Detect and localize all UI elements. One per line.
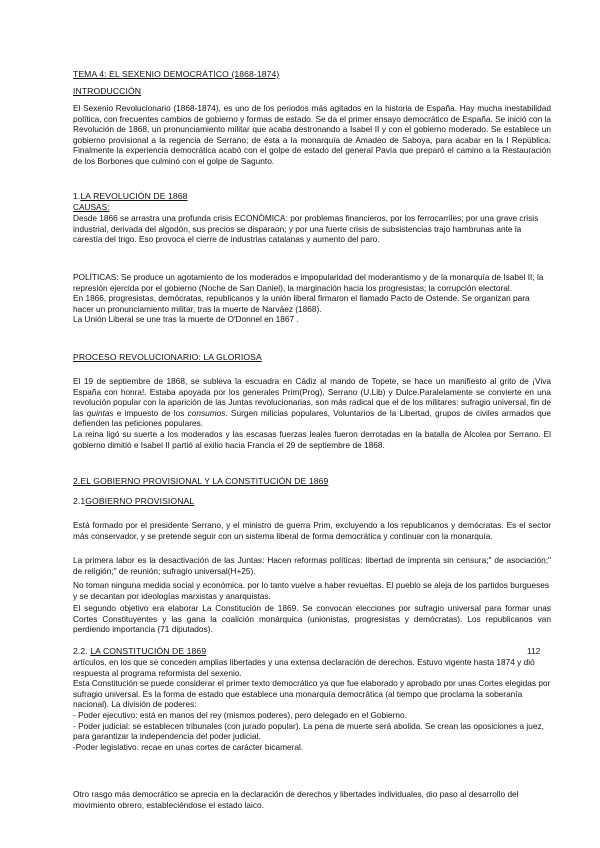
section-2-1-number: 2.1 [73,496,86,506]
gobierno-paragraph-3: No toman ninguna medida social y económica. por lo tanto vuelve a haber revueltas. El pueblo se aleja de los partidos burgueses y se decantan por ideologías marxistas y anarquistas. [73,580,549,601]
page-number: 112 [527,646,541,656]
proceso-block [73,376,551,450]
politicas-paragraph-3: La Unión Liberal se une tras la muerte de O'Donnel en 1867 . [73,314,299,325]
politicas-paragraph-2: En 1866, progresistas, demócratas, republicanos y la unión liberal firmaron el llamado Pacto de Ostende. Se organizan para hacer un pronunciamiento militar, tras la muerte de Narváez (1868). [73,293,530,314]
quintas-term: quintas [86,407,114,418]
proceso-text-b: e impuesto de los [113,407,188,418]
poder-ejecutivo-item: - Poder ejecutivo: está en manos del rey (mismos poderes), pero delegado en el Gobierno. [73,709,407,720]
section-1-number: 1. [73,191,81,201]
proceso-text-c: . Surgen milicias populares, Voluntarios de la Libertad, grupos de civiles armados que defienden las peticiones populares. [73,407,551,429]
intro-heading: INTRODUCCIÓN [73,86,142,96]
section-1-title: LA REVOLUCIÓN DE 1868 [80,191,188,201]
consumos-term: consumos [187,407,226,418]
proceso-text-a: El 19 de septiembre de 1868, se subleva la escuadra en Cádiz al mando de Topete, se hace un manifiesto al grito de ¡Viva España con honra!. Estaba apoyada por los generales Prim(Prog), Serrano (U.Lib) y Dulce.Paralelamente se convierte en una revolución popular con la aparición de las Juntas revolucionarias, son más radical que el de los militares: sufragio universal, fin de las [73,376,551,418]
intro-paragraph: El Sexenio Revolucionario (1868-1874), es uno de los periodos más agitados en la historia de España. Hay mucha inestabilidad política, con frecuentes cambios de gobierno y formas de estado. Se da el primer ensayo democrático de España. Se inició con la Revolución de 1868, un pronunciamiento militar que acaba destronando a Isabel II y con el gobierno moderado. Se establece un gobierno provisional a la regencia de Serrano; de ésta a la monarquía de Amadeo de Saboya, para acabar en la I República. Finalmente la experiencia democrática acabó con el golpe de estado del general Pavía que preparó el camino a la Restauración de los Borbones que culminó con el golpe de Sagunto. [73,103,551,166]
section-2-2-title: LA CONSTITUCIÓN DE 1869 [90,646,207,656]
proceso-paragraph-2: La reina ligó su suerte a los moderados y las escasas fuerzas leales fueron derrotadas en la batalla de Alcolea por Serrano. El gobierno dimitió e Isabel II partió al exilio hacia Francia el 29 de septiembre de 1868. [73,428,551,450]
section-2-1-title: GOBIERNO PROVISIONAL [85,496,195,506]
proceso-paragraph-1 [73,376,551,429]
proceso-heading: PROCESO REVOLUCIONARIO: LA GLORIOSA [73,352,262,362]
gobierno-paragraph-4: El segundo objetivo era elaborar La Constitución de 1869. Se convocan elecciones por sufragio universal para formar unas Cortes Constituyentes y las gana la coalición monárquica (unionistas, progresistas y demócratas). Los republicanos van perdiendo importancia (71 diputados). [73,603,551,635]
poder-legislativo-item: -Poder legislativo. recae en unas cortes de carácter bicameral. [73,741,304,752]
constitucion-paragraph-2: Esta Constitución se puede considerar el primer texto democrático ya que fue elaborado y aprobado por unas Cortes elegidas por sufragio universal. Es la forma de estado que establece una monarquía democrática (al tiempo que proclama la soberanía nacional). La división de poderes: [73,678,551,710]
section-2-2-heading [73,646,513,657]
constitucion-block [73,657,551,752]
section-1-heading [73,191,551,202]
causas-paragraph: Desde 1866 se arrastra una profunda crisis ECONÓMICA: por problemas financieros, por los ferrocarriles; por una grave crisis industrial, derivada del algodón, sus precios se disparaon; y por una fuerte crisis de subsistencias trajo hambrunas ante la carestía del trigo. Eso provoca el cierre de industrias catalanas y aumento del paro. [73,213,539,245]
section-2-2-number: 2.2. [73,646,91,656]
document-title: TEMA 4: EL SEXENIO DEMOCRÁTICO (1868-1874) [73,69,280,79]
gobierno-paragraph-2: La primera labor es la desactivación de las Juntas: Hacen reformas políticas: libertad de imprenta sin censura;" de asociación;" de religión;" de reunión; sufragio universal(H+25). [73,555,551,576]
constitucion-paragraph-1: artículos, en los que se conceden amplias libertades y una extensa declaración de derechos. Estuvo vigente hasta 1874 y dió respuesta al programa reformista del sexenio. [73,657,535,678]
constitucion-paragraph-3: Otro rasgo más democrático se aprecia en la declaración de derechos y libertades individuales, dio paso al desarrollo del movimiento obrero, estableciéndose el estado laico. [73,789,519,810]
politicas-paragraph-1: POLÍTICAS: Se produce un agotamiento de los moderados e impopularidad del moderantismo y de la monarquía de Isabel II; la represión ejercida por el gobierno (Noche de San Daniel), la marginación hacia los progresistas; la corrupción electoral. [73,272,544,293]
gobierno-paragraph-1: Está formado por el presidente Serrano, y el ministro de guerra Prim, excluyendo a los republicanos y demócratas. Es el sector más conservador, y se pretende seguir con un sistema liberal de forma democrática y continuar con la monarquía. [73,520,551,541]
poder-judicial-item: - Poder judicial: se establecen tribunales (con jurado popular). La pena de muerte será abolida. Se crean las oposiciones a juez, para garantizar la independencia del poder judicial. [73,720,544,742]
section-2-heading: 2.EL GOBIERNO PROVISIONAL Y LA CONSTITUCIÓN DE 1869 [73,476,329,486]
causas-label: CAUSAS: [73,202,110,212]
section-2-1-heading [73,496,551,507]
politicas-block [73,272,551,325]
